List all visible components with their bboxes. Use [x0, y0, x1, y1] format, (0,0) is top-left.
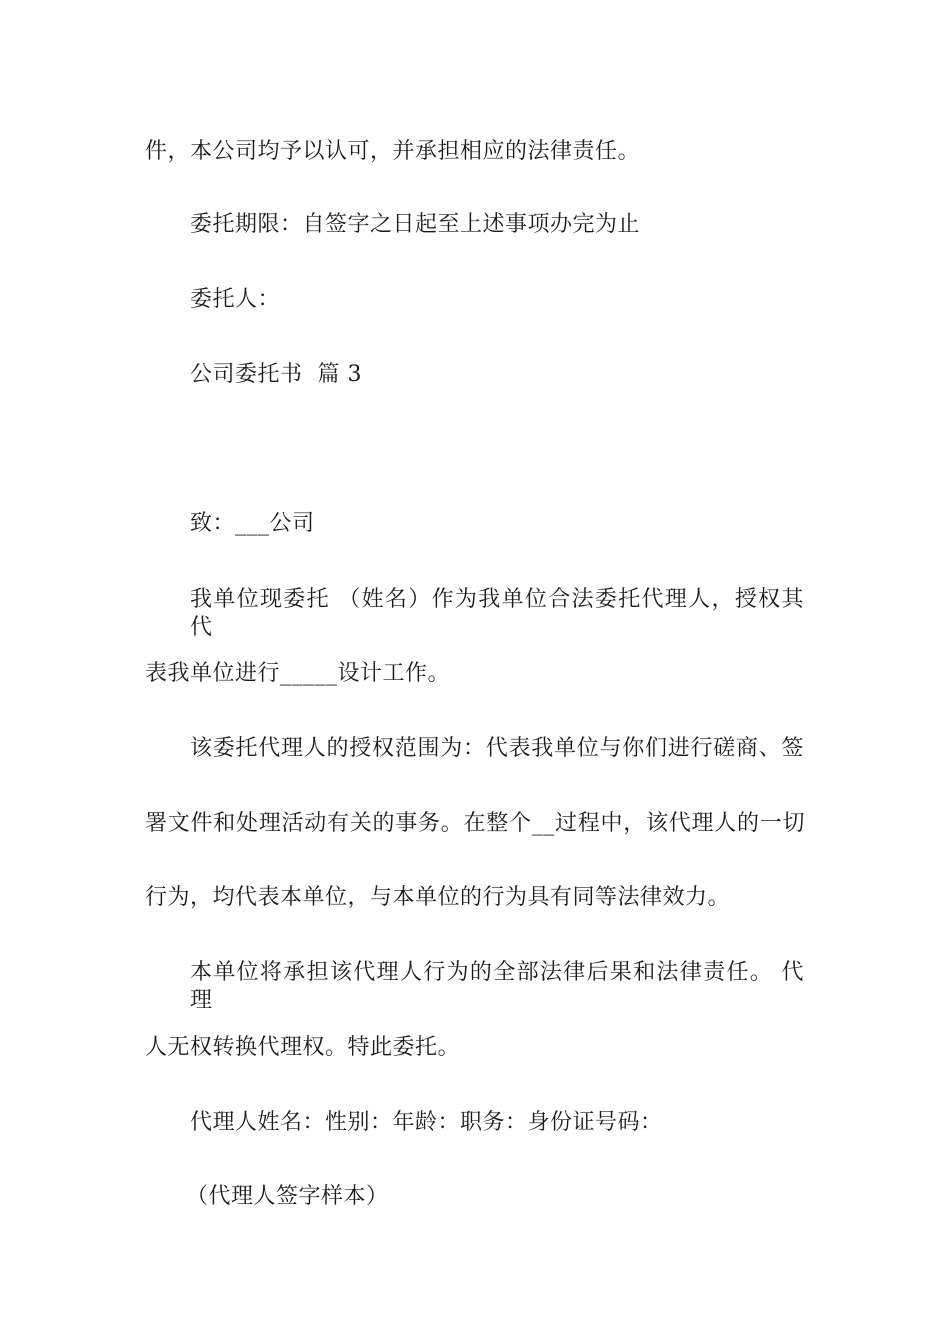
- paragraph-scope-line-3: 行为，均代表本单位，与本单位的行为具有同等法律效力。: [145, 885, 731, 910]
- section-heading: 公司委托书 篇 3: [190, 362, 362, 387]
- principal-line: 委托人：: [190, 287, 281, 312]
- paragraph-scope-line-1: 该委托代理人的授权范围为：代表我单位与你们进行磋商、签: [190, 736, 804, 761]
- paragraph-responsibility-line-1: 本单位将承担该代理人行为的全部法律后果和法律责任。 代理: [190, 960, 804, 1013]
- agent-signature-sample: （代理人签字样本）: [186, 1184, 389, 1209]
- paragraph-entrust-line-2: 表我单位进行_____设计工作。: [145, 661, 451, 686]
- paragraph-continuation-liability: 件，本公司均予以认可，并承担相应的法律责任。: [145, 139, 641, 164]
- paragraph-scope-line-2: 署文件和处理活动有关的事务。在整个__过程中，该代理人的一切: [145, 811, 805, 836]
- entrust-period-line: 委托期限：自签字之日起至上述事项办完为止: [190, 212, 641, 237]
- paragraph-entrust-line-1: 我单位现委托 （姓名）作为我单位合法委托代理人，授权其代: [190, 587, 804, 640]
- addressee-line: 致：___公司: [190, 511, 315, 536]
- paragraph-responsibility-line-2: 人无权转换代理权。特此委托。: [145, 1035, 461, 1060]
- agent-info-line: 代理人姓名：性别：年龄：职务：身份证号码：: [190, 1110, 663, 1135]
